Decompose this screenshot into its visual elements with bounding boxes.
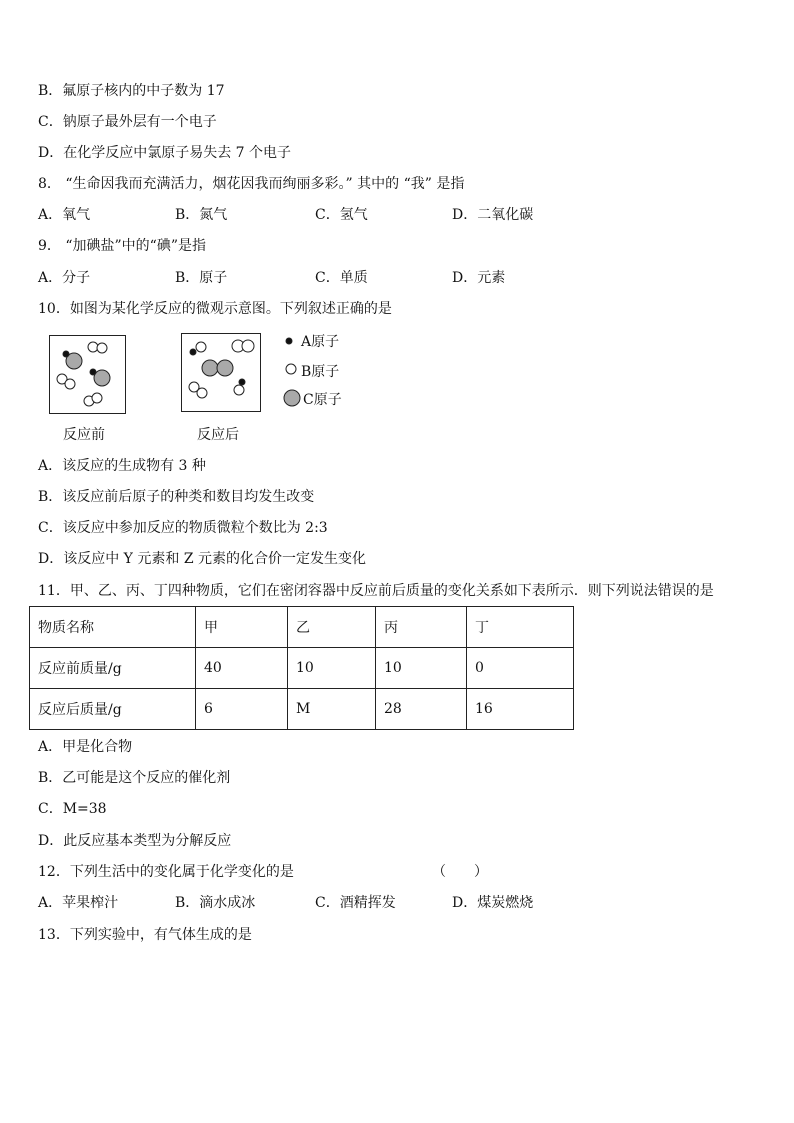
q12-answer-paren: （ ） [432,864,488,880]
after-a-atom-1 [190,349,196,355]
legend-b-marker [286,364,296,374]
q11-option-a: A．甲是化合物 [38,739,133,755]
table-cell: 16 [467,689,574,730]
before-b-atom-2 [97,343,107,353]
after-b-atom-1 [196,342,206,352]
legend-c-label: C原子 [303,392,342,408]
table-header-cell: 物质名称 [30,607,196,648]
q10-option-b: B．该反应前后原子的种类和数目均发生改变 [38,489,315,505]
table-cell: 40 [196,648,288,689]
table-header-cell: 丙 [376,607,467,648]
q10-option-c: C．该反应中参加反应的物质微粒个数比为 2:3 [38,520,328,536]
table-cell: 反应后质量/g [30,689,196,730]
q7-option-c: C．钠原子最外层有一个电子 [38,114,217,130]
table-row [30,689,574,730]
after-c-atom-2 [217,360,233,376]
q10-option-d: D．该反应中 Y 元素和 Z 元素的化合价一定发生变化 [38,551,366,567]
q8-option-a: A．氧气 [38,207,91,223]
table-row [30,607,574,648]
q13-stem: 13．下列实验中，有气体生成的是 [38,927,252,943]
legend-a-marker [286,338,292,344]
q9-option-c: C．单质 [315,270,368,286]
table-cell: M [288,689,376,730]
after-b-atom-2 [234,385,244,395]
q12-stem: 12．下列生活中的变化属于化学变化的是 [38,864,294,880]
q12-option-b: B．滴水成冰 [175,895,256,911]
q11-option-d: D．此反应基本类型为分解反应 [38,833,232,849]
q8-option-d: D．二氧化碳 [452,207,534,223]
before-b-atom-4 [65,379,75,389]
q7-option-b: B．氟原子核内的中子数为 17 [38,83,225,99]
table-header-cell: 丁 [467,607,574,648]
q10-option-a: A．该反应的生成物有 3 种 [38,458,206,474]
q10-stem: 10．如图为某化学反应的微观示意图。下列叙述正确的是 [38,301,392,317]
q8-option-c: C．氢气 [315,207,368,223]
table-cell: 28 [376,689,467,730]
q9-option-d: D．元素 [452,270,506,286]
table-cell: 0 [467,648,574,689]
after-b-atom-6 [197,388,207,398]
after-b-atom-4 [242,340,254,352]
table-cell: 反应前质量/g [30,648,196,689]
caption-after: 反应后 [197,427,239,443]
q8-option-b: B．氮气 [175,207,228,223]
caption-before: 反应前 [63,427,105,443]
before-b-atom-6 [92,393,102,403]
q8-stem: 8． “生命因我而充满活力，烟花因我而绚丽多彩。” 其中的 “我” 是指 [38,176,465,192]
mass-table [29,606,574,730]
legend-a-label: A原子 [301,334,340,350]
q12-option-c: C．酒精挥发 [315,895,396,911]
table-header-cell: 乙 [288,607,376,648]
q7-option-d: D．在化学反应中氯原子易失去 7 个电子 [38,145,292,161]
q9-stem: 9． “加碘盐”中的“碘”是指 [38,238,206,254]
q9-option-b: B．原子 [175,270,228,286]
table-header-cell: 甲 [196,607,288,648]
q11-option-c: C．M=38 [38,801,107,817]
table-cell: 10 [288,648,376,689]
legend-c-marker [284,390,300,406]
table-cell: 6 [196,689,288,730]
q12-option-d: D．煤炭燃烧 [452,895,534,911]
q11-stem: 11．甲、乙、丙、丁四种物质，它们在密闭容器中反应前后质量的变化关系如下表所示．则下列说法错误的是 [38,583,714,599]
table-cell: 10 [376,648,467,689]
after-c-atom-1 [202,360,218,376]
q12-option-a: A．苹果榨汁 [38,895,119,911]
q9-option-a: A．分子 [38,270,91,286]
table-row [30,648,574,689]
q11-option-b: B．乙可能是这个反应的催化剂 [38,770,231,786]
after-a-atom-2 [239,379,245,385]
before-a-atom-2 [90,369,96,375]
legend-b-label: B原子 [301,364,340,380]
before-b-atom-1 [88,342,98,352]
before-a-atom-1 [63,351,69,357]
